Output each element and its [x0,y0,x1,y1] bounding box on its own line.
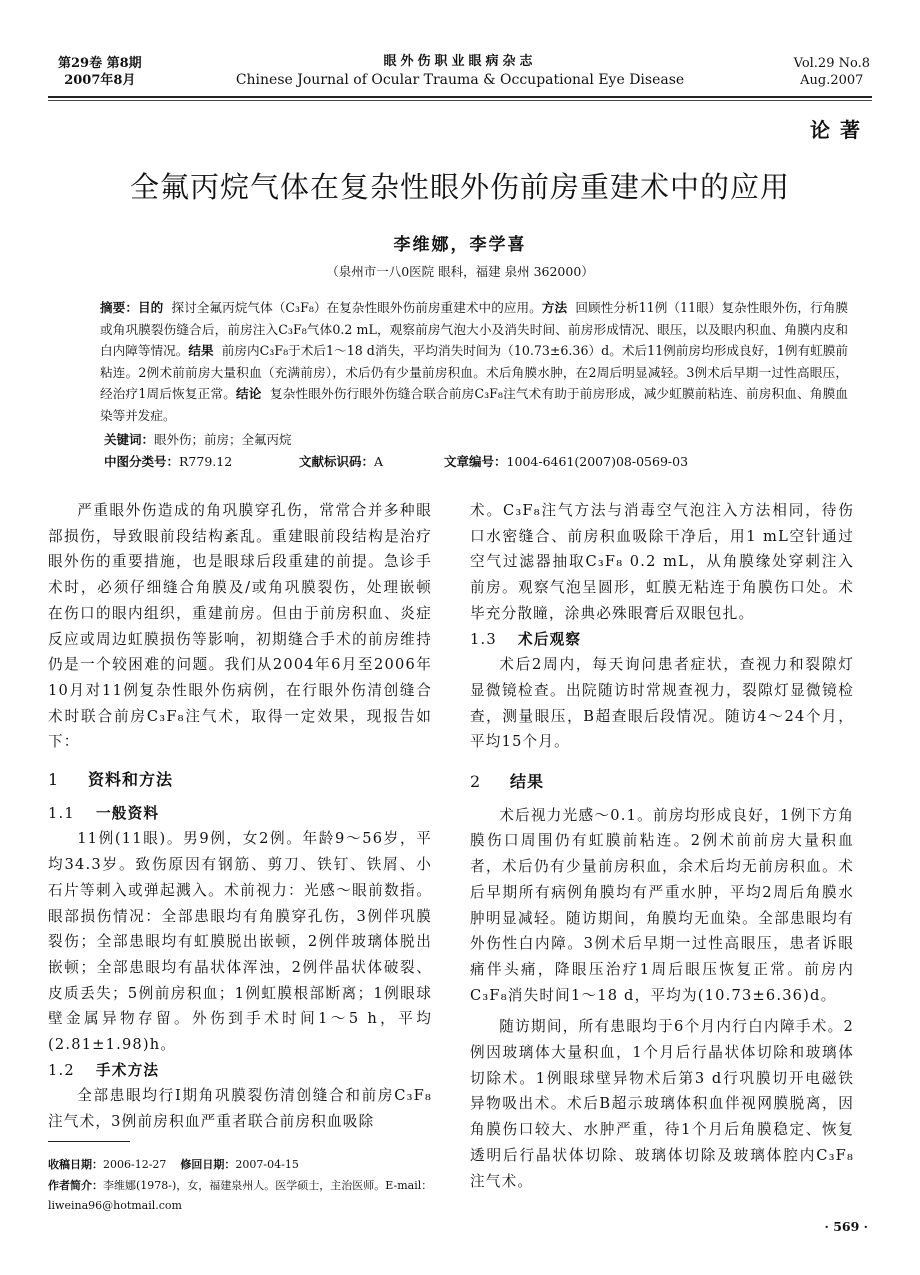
section-heading [48,767,432,793]
body-right-column [470,498,854,1194]
section-number: 2 [470,772,482,792]
subsection-heading [48,1058,432,1084]
subsection-title: 手术方法 [96,1061,160,1079]
methods-text: 回顾性分析11例（11眼）复杂性眼外伤，行角膜或角巩膜裂伤缝合后，前房注入C₃F₈气体0.2 mL，观察前房气泡大小及消失时间、前房形成情况、眼压，以及眼内积血、角膜内皮和白内障等情况。 [100,300,848,359]
doc-code-value: A [374,453,384,469]
keywords-value: 眼外伤；前房；全氟丙烷 [154,431,292,447]
article-title: 全氟丙烷气体在复杂性眼外伤前房重建术中的应用 [129,170,790,204]
abstract-label: 摘要： [100,300,138,315]
footnotes [48,1155,448,1217]
journal-name [200,53,720,89]
revised-date: 2007-04-15 [235,1158,299,1171]
authors: 李维娜，李学喜 [393,235,527,255]
bio-text: 李维娜(1978-)，女，福建泉州人。医学硕士，主治医师。E-mail：liweina96@hotmail.com [48,1178,433,1212]
classification [100,451,848,473]
received-date: 2006-12-27 [103,1158,167,1171]
header-rule [48,96,872,98]
article-id-value: 1004-6461(2007)08-0569-03 [506,453,689,469]
abstract-text [100,297,848,427]
dates [48,1155,448,1176]
results-label: 结果 [188,343,214,359]
subsection-title: 一般资料 [96,804,160,822]
volume-issue-cn: 第29卷 第8期 [58,56,142,71]
bio-label: 作者简介： [48,1178,103,1192]
doc-code-label: 文献标识码： [299,453,375,469]
column-tag: 论著 [810,118,870,142]
section-number: 1 [48,770,60,790]
general-data-paragraph: 11例(11眼)。男9例，女2例。年龄9～56岁，平均34.3岁。致伤原因有钢筋、剪刀、铁钉、铁屑、小石片等刺入或弹起溅入。术前视力：光感～眼前数指。眼部损伤情况：全部患眼均有角膜穿孔伤，3例伴巩膜裂伤；全部患眼均有虹膜脱出嵌顿，2例伴玻璃体脱出嵌顿；全部患眼均有晶状体浑浊，2例伴晶状体破裂、皮质丢失；5例前房积血；1例虹膜根部断离；1例眼球壁金属异物存留。外伤到手术时间1～5 h，平均(2.81±1.98)h。 [48,830,432,1054]
body-left-column [48,498,432,1135]
abstract [100,297,848,473]
results-paragraph-2: 随访期间，所有患眼均于6个月内行白内障手术。2例因玻璃体大量积血，1个月后行晶状体切除和玻璃体切除术。1例眼球壁异物术后第3 d行巩膜切开电磁铁异物吸出术。术后B超示玻璃体积血伴视网膜脱离，因角膜伤口较大、水肿严重，待1个月后角膜稳定、恢复透明后行晶状体切除、玻璃体切除及玻璃体腔内C₃F₈注气术。 [470,1018,854,1190]
author-bio [48,1176,448,1217]
subsection-number: 1.2 [48,1061,75,1079]
journal-volume-issue [58,55,142,89]
objective-label: 目的 [137,300,164,315]
intro-paragraph: 严重眼外伤造成的角巩膜穿孔伤，常常合并多种眼部损伤，导致眼前段结构紊乱。重建眼前段结构是治疗眼外伤的重要措施，也是眼球后段重建的前提。急诊手术时，必须仔细缝合角膜及/或角巩膜裂伤，处理嵌顿在伤口的眼内组织，重建前房。但由于前房积血、炎症反应或周边虹膜损伤等影响，初期缝合手术的前房维持仍是一个较困难的问题。我们从2004年6月至2006年10月对11例复杂性眼外伤病例，在行眼外伤清创缝合术时联合前房C₃F₈注气术，取得一定效果，现报告如下： [48,502,432,751]
section-title: 结果 [510,772,545,792]
clc-value: R779.12 [179,453,233,469]
subsection-heading [470,627,854,653]
date-en: Aug.2007 [800,73,864,88]
footnote-rule [48,1141,130,1142]
volume-issue-en: Vol.29 No.8 [793,56,870,71]
header-rule-thin [48,100,872,101]
postop-observation-paragraph: 术后2周内，每天询问患者症状，查视力和裂隙灯显微镜检查。出院随访时常规查视力，裂隙灯显微镜检查，测量眼压，B超查眼后段情况。随访4～24个月，平均15个月。 [470,656,854,751]
subsection-number: 1.1 [48,804,75,822]
journal-name-cn: 眼外伤职业眼病杂志 [383,54,537,69]
surgery-method-continued: 术。C₃F₈注气方法与消毒空气泡注入方法相同，待伤口水密缝合、前房积血吸除干净后，用1 mL空针通过空气过滤器抽取C₃F₈ 0.2 mL，从角膜缘处穿刺注入前房。观察气泡呈圆形，虹膜无粘连于角膜伤口处。术毕充分散瞳，涂典必殊眼膏后双眼包扎。 [470,502,854,622]
received-label: 收稿日期： [48,1158,103,1171]
objective-text: 探讨全氟丙烷气体（C₃F₈）在复杂性眼外伤前房重建术中的应用。 [171,300,542,315]
revised-label: 修回日期： [180,1158,236,1171]
page-number: · 569 · [824,1219,868,1234]
clc-label: 中图分类号： [104,453,180,469]
section-title: 资料和方法 [88,770,174,790]
section-heading [470,769,854,795]
journal-volume-en [794,55,870,89]
subsection-title: 术后观察 [518,630,582,648]
affiliation: （泉州市一八0医院 眼科，福建 泉州 362000） [326,264,594,279]
results-paragraph-1: 术后视力光感～0.1。前房均形成良好，1例下方角膜伤口周围仍有虹膜前粘连。2例术前前房大量积血者，术后仍有少量前房积血，余术后均无前房积血。术后早期所有病例角膜均有严重水肿，平均2周后角膜水肿明显减轻。随访期间，角膜均无血染。全部患眼均有外伤性白内障。3例术后早期一过性高眼压，患者诉眼痛伴头痛，降眼压治疗1周后眼压恢复正常。前房内C₃F₈消失时间1～18 d，平均为(10.73±6.36)d。 [470,806,854,1004]
subsection-heading [48,801,432,827]
conclusion-text: 复杂性眼外伤行眼外伤缝合联合前房C₃F₈注气术有助于前房形成，减少虹膜前粘连、前房积血、角膜血染等并发症。 [100,386,848,423]
journal-name-en: Chinese Journal of Ocular Trauma & Occupational Eye Disease [235,72,685,88]
subsection-number: 1.3 [470,630,497,648]
surgery-method-paragraph: 全部患眼均行Ⅰ期角巩膜裂伤清创缝合和前房C₃F₈注气术，3例前房积血严重者联合前房积血吸除 [48,1087,432,1131]
article-id-label: 文章编号： [444,453,507,469]
conclusion-label: 结论 [236,386,262,402]
keywords [100,429,848,451]
results-text: 前房内C₃F₈于术后1～18 d消失，平均消失时间为（10.73±6.36）d。术后11例前房均形成良好，1例有虹膜前粘连。2例术前前房大量积血（充满前房），术后仍有少量前房积血。术后角膜水肿，在2周后明显减轻。3例术后早期一过性高眼压，经治疗1周后恢复正常。 [100,343,849,402]
keywords-label: 关键词： [104,431,155,447]
methods-label: 方法 [541,300,568,315]
date-cn: 2007年8月 [64,73,136,88]
